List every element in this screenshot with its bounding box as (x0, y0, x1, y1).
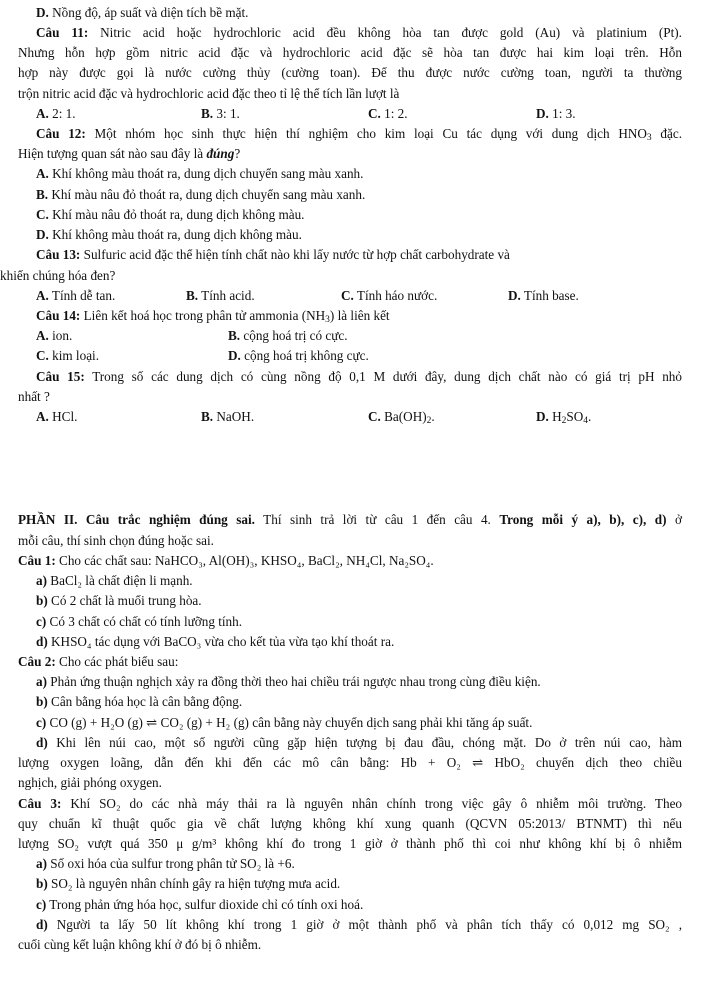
q12-option-a[interactable] (36, 164, 363, 184)
p2-stem (18, 652, 178, 672)
p3-stem-line-1 (18, 794, 682, 814)
item-text: Số oxi hóa của sulfur trong phân tử SO₂ là +6. (47, 856, 295, 871)
option-text: Tính háo nước. (353, 288, 438, 303)
option-text: Khí không màu thoát ra, dung dịch không màu. (48, 227, 302, 242)
option-text: Ba(OH) (380, 409, 427, 424)
q11-option-b[interactable] (201, 104, 240, 124)
q15-option-c[interactable] (368, 407, 435, 431)
q13-stem-line-1 (36, 245, 510, 265)
q12-option-c[interactable] (36, 205, 304, 225)
option-label: D. (228, 348, 241, 363)
question-label: Câu 1: (18, 553, 56, 568)
option-label: A. (36, 328, 49, 343)
item-label: c) (36, 897, 47, 912)
stem-text: Hiện tượng quan sát nào sau đây là (18, 146, 207, 161)
q13-stem-line-2: khiến chúng hóa đen? (0, 268, 116, 283)
stem-text-end: ) là liên kết (329, 308, 390, 323)
section-intro-bold: Trong mỗi ý a), b), c), d) (499, 512, 667, 527)
option-text: 1: 2. (380, 106, 408, 121)
item-label: d) (36, 634, 48, 649)
section-intro: Thí sinh trả lời từ câu 1 đến câu 4. (254, 512, 500, 527)
option-text: Tính base. (520, 288, 579, 303)
q14-option-b[interactable] (228, 326, 348, 346)
option-label: C. (368, 106, 381, 121)
q12-option-b[interactable] (36, 185, 365, 205)
q15-option-b[interactable] (201, 407, 254, 427)
q11-stem-line-3: hợp này được gọi là nước cường thủy (cường toan). Để thu được nước cường toan, người ta thường (18, 65, 682, 80)
p1-item-a[interactable] (36, 571, 193, 591)
q15-stem-line-1 (36, 367, 682, 387)
option-label: A. (36, 409, 49, 424)
p1-item-d[interactable] (36, 632, 394, 652)
p1-item-b[interactable] (36, 591, 202, 611)
stem-text: Nitric acid hoặc hydrochloric acid đều không hòa tan được gold (Au) và platinium (Pt). (88, 25, 682, 40)
option-text: ion. (48, 328, 73, 343)
option-label: C. (341, 288, 354, 303)
subscript: 2 (426, 416, 432, 426)
question-label: Câu 2: (18, 654, 56, 669)
item-label: c) (36, 715, 47, 730)
option-label: D. (536, 106, 549, 121)
section-title: PHẦN II. Câu trắc nghiệm đúng sai. (18, 512, 255, 527)
option-label: B. (36, 187, 49, 202)
option-label: D. (36, 227, 49, 242)
option-label: B. (228, 328, 241, 343)
item-label: d) (36, 735, 48, 750)
option-text-mid: SO (566, 409, 584, 424)
q15-option-d[interactable] (536, 407, 591, 431)
option-text: Khí màu nâu đỏ thoát ra, dung dịch không màu. (48, 207, 305, 222)
option-label: D. (508, 288, 521, 303)
subscript: 4 (583, 416, 589, 426)
item-text: SO₂ là nguyên nhân chính gây ra hiện tượng mưa acid. (47, 876, 341, 891)
option-text: 2: 1. (48, 106, 76, 121)
q11-option-c[interactable] (368, 104, 408, 124)
p3-item-d-line-1[interactable] (36, 915, 682, 935)
option-label: C. (36, 348, 49, 363)
option-label: A. (36, 106, 49, 121)
item-text: Khi lên núi cao, một số người cũng gặp hiện tượng bị đau đầu, chóng mặt. Do ở trên núi cao, hàm (47, 735, 682, 750)
item-text: Có 2 chất là muối trung hòa. (47, 593, 202, 608)
option-text: Khí không màu thoát ra, dung dịch chuyển sang màu xanh. (48, 166, 364, 181)
part2-heading (18, 510, 682, 530)
option-text: H (548, 409, 562, 424)
q15-stem-line-2: nhất ? (18, 389, 50, 404)
q13-option-d[interactable] (508, 286, 579, 306)
q11-option-d[interactable] (536, 104, 576, 124)
option-text: HCl. (48, 409, 78, 424)
option-label: D. (536, 409, 549, 424)
q12-option-d[interactable] (36, 225, 302, 245)
option-text: 3: 1. (213, 106, 240, 121)
q11-stem-line-4: trộn nitric acid đặc và hydrochloric acid đặc theo tỉ lệ thể tích lần lượt là (18, 86, 400, 101)
subscript: 3 (325, 315, 330, 325)
q11-option-a[interactable] (36, 104, 76, 124)
option-text-end: . (588, 409, 592, 424)
question-label: Câu 12: (36, 126, 86, 141)
item-text: Người ta lấy 50 lít không khí trong 1 giờ ở một thành phố và phân tích thấy có 0,012 mg SO₂ , (47, 917, 682, 932)
stem-text: Cho các phát biểu sau: (55, 654, 179, 669)
item-label: c) (36, 614, 47, 629)
option-text: cộng hoá trị có cực. (240, 328, 348, 343)
option-text-end: . (431, 409, 435, 424)
p3-item-b[interactable] (36, 874, 340, 894)
p2-item-c[interactable] (36, 713, 532, 733)
p2-item-d-line-1[interactable] (36, 733, 682, 753)
option-text: kim loại. (48, 348, 100, 363)
q14-option-d[interactable] (228, 346, 369, 366)
item-label: a) (36, 674, 47, 689)
item-text: BaCl₂ là chất điện li mạnh. (47, 573, 193, 588)
item-label: b) (36, 593, 48, 608)
p3-item-d-line-2: cuối cùng kết luận không khí ở đó bị ô nhiễm. (18, 937, 262, 952)
stem-text: Sulfuric acid đặc thể hiện tính chất nào khi lấy nước từ hợp chất carbohydrate và (80, 247, 510, 262)
q13-option-c[interactable] (341, 286, 437, 306)
option-text: Nồng độ, áp suất và diện tích bề mặt. (48, 5, 249, 20)
question-label: Câu 13: (36, 247, 81, 262)
item-text: Có 3 chất có chất có tính lưỡng tính. (46, 614, 243, 629)
option-text: cộng hoá trị không cực. (240, 348, 369, 363)
item-label: b) (36, 876, 48, 891)
item-label: a) (36, 856, 47, 871)
p3-item-a[interactable] (36, 854, 295, 874)
item-text: Trong phản ứng hóa học, sulfur dioxide chỉ có tính oxi hoá. (46, 897, 364, 912)
emphasis-text: đúng (206, 146, 235, 161)
item-text: KHSO₄ tác dụng với BaCO₃ vừa cho kết tủa vừa tạo khí thoát ra. (47, 634, 395, 649)
stem-text: Liên kết hoá học trong phân tử ammonia (NH (80, 308, 326, 323)
stem-text: Khí SO₂ do các nhà máy thải ra là nguyên nhân chính trong việc gây ô nhiễm môi trường. Theo (61, 796, 683, 811)
q14-option-c[interactable] (36, 346, 99, 366)
option-text: Tính dễ tan. (48, 288, 116, 303)
option-label: C. (368, 409, 381, 424)
question-label: Câu 11: (36, 25, 89, 40)
p2-item-b[interactable] (36, 692, 242, 712)
option-label: B. (201, 106, 214, 121)
option-text: NaOH. (213, 409, 255, 424)
item-label: b) (36, 694, 48, 709)
p3-stem-line-3: lượng SO₂ vượt quá 350 μ g/m³ không khí đo trong 1 giờ ở thành phố thì coi như không khí bị ô nhiễm (18, 836, 682, 851)
option-label: B. (186, 288, 199, 303)
option-text: Khí màu nâu đỏ thoát ra, dung dịch chuyển sang màu xanh. (48, 187, 366, 202)
q11-stem-line-1 (36, 23, 682, 43)
item-label: a) (36, 573, 47, 588)
q12-stem-line-2 (18, 144, 240, 164)
question-label: Câu 3: (18, 796, 62, 811)
subscript: 2 (561, 416, 567, 426)
stem-text: Cho các chất sau: NaHCO₃, Al(OH)₃, KHSO₄, BaCl₂, NH₄Cl, Na₂SO₄. (55, 553, 434, 568)
option-label: B. (201, 409, 214, 424)
question-label: Câu 15: (36, 369, 85, 384)
stem-text-end: đặc. (651, 126, 682, 141)
question-label: Câu 14: (36, 308, 81, 323)
q11-stem-line-2: Nhưng hỗn hợp gồm nitric acid đặc và hydrochloric acid đặc sẽ hòa tan được hai kim loại trên. Hỗn (18, 45, 682, 60)
subscript: 3 (646, 133, 652, 143)
section-intro-end: ở (666, 512, 682, 527)
q10-option-d (36, 3, 248, 23)
p1-item-c[interactable] (36, 612, 242, 632)
option-label: C. (36, 207, 49, 222)
option-label: D. (36, 5, 49, 20)
p2-item-a[interactable] (36, 672, 541, 692)
q13-option-b[interactable] (186, 286, 255, 306)
item-text: Phản ứng thuận nghịch xảy ra đồng thời theo hai chiều trái ngược nhau trong cùng điều kiện. (47, 674, 541, 689)
part2-intro-line-2: mỗi câu, thí sinh chọn đúng hoặc sai. (18, 533, 214, 548)
p3-stem-line-2: quy chuẩn kĩ thuật quốc gia về chất lượng không khí xung quanh (QCVN 05:2013/ BTNMT) thì nếu (18, 816, 682, 831)
q13-option-a[interactable] (36, 286, 115, 306)
option-label: A. (36, 166, 49, 181)
p2-item-d-line-3: nghịch, giải phóng oxygen. (18, 775, 162, 790)
option-text: 1: 3. (548, 106, 576, 121)
stem-text-end: ? (234, 146, 241, 161)
item-label: d) (36, 917, 48, 932)
p3-item-c[interactable] (36, 895, 363, 915)
p1-stem (18, 551, 434, 571)
q15-option-a[interactable] (36, 407, 77, 427)
stem-text: Một nhóm học sinh thực hiện thí nghiệm cho kim loại Cu tác dụng với dung dịch HNO (85, 126, 647, 141)
stem-text: Trong số các dung dịch có cùng nồng độ 0,1 M dưới đây, dung dịch chất nào có giá trị pH nhỏ (84, 369, 682, 384)
option-label: A. (36, 288, 49, 303)
p2-item-d-line-2: lượng oxygen loãng, dẫn đến khi đến các mô cân bằng: Hb + O₂ ⇌ HbO₂ chuyển dịch theo chiều (18, 755, 682, 770)
option-text: Tính acid. (198, 288, 255, 303)
q14-option-a[interactable] (36, 326, 72, 346)
item-text: CO (g) + H₂O (g) ⇌ CO₂ (g) + H₂ (g) cân bằng này chuyển dịch sang phải khi tăng áp suất. (46, 715, 533, 730)
item-text: Cân bằng hóa học là cân bằng động. (47, 694, 243, 709)
